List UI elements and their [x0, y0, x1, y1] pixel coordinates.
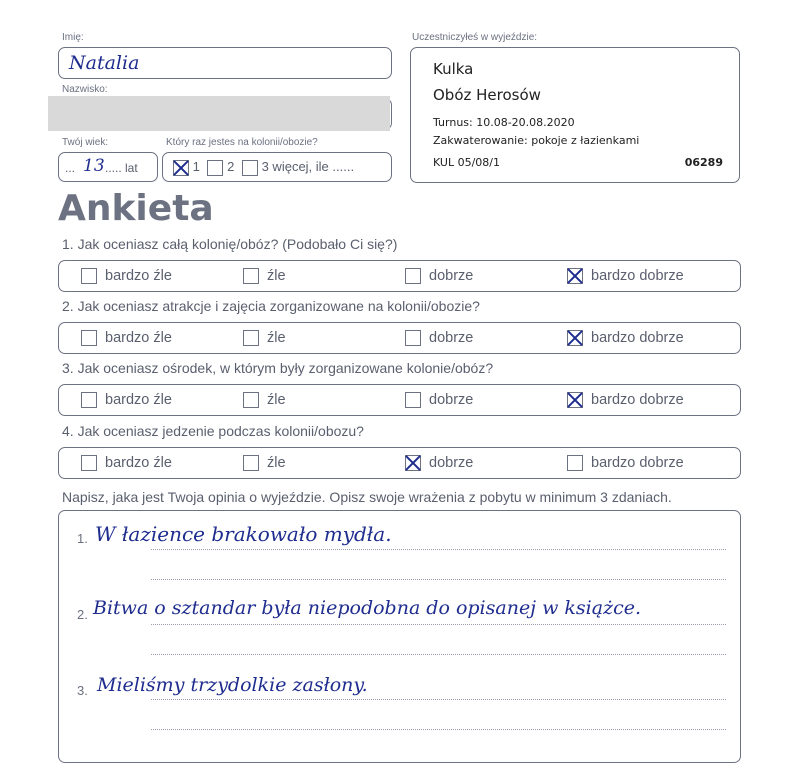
times-checkbox-2[interactable] [207, 160, 223, 176]
checkbox[interactable] [243, 268, 259, 284]
times-label: Który raz jestes na kolonii/obozie? [166, 137, 318, 148]
redaction-block [48, 96, 390, 131]
option-label: bardzo źle [105, 455, 172, 471]
opinion-number-1: 1. [77, 531, 88, 546]
trip-code: KUL 05/08/1 [433, 156, 500, 169]
times-field[interactable] [162, 152, 392, 182]
trip-line-2: Obóz Herosów [433, 86, 541, 104]
option-label: bardzo źle [105, 392, 172, 408]
dotted-line [151, 729, 726, 730]
checkbox[interactable] [405, 330, 421, 346]
question-3-option-3[interactable] [405, 392, 473, 408]
trip-box [410, 47, 740, 183]
name-field[interactable] [58, 47, 392, 79]
dotted-line [151, 654, 726, 655]
age-label: Twój wiek: [62, 137, 109, 148]
checkbox[interactable] [243, 330, 259, 346]
dotted-line [151, 549, 726, 550]
name-label: Imię: [62, 32, 84, 43]
question-title-4: 4. Jak oceniasz jedzenie podczas kolonii/obozu? [62, 423, 364, 439]
option-label: dobrze [429, 268, 474, 284]
age-value: 13 [83, 156, 105, 176]
checkbox[interactable] [567, 392, 583, 408]
option-label: źle [267, 330, 286, 346]
question-title-3: 3. Jak oceniasz ośrodek, w którym były zorganizowane kolonie/obóz? [62, 360, 494, 376]
checkbox[interactable] [81, 455, 97, 471]
dotted-line [151, 699, 726, 700]
question-3-option-2[interactable] [243, 392, 286, 408]
opinion-line-3: Mieliśmy trzydolkie zasłony. [97, 674, 368, 696]
age-dots: ... [65, 161, 76, 175]
question-1-option-1[interactable] [81, 268, 172, 284]
trip-zakwaterowanie: Zakwaterowanie: pokoje z łazienkami [433, 134, 640, 147]
times-checkbox-1[interactable] [173, 160, 189, 176]
option-label: źle [267, 455, 286, 471]
option-label: bardzo dobrze [591, 268, 684, 284]
question-title-1: 1. Jak oceniasz całą kolonię/obóz? (Podobało Ci się?) [62, 236, 398, 252]
trip-number: 06289 [684, 156, 723, 169]
times-opt-1: 1 [192, 159, 200, 174]
times-checkbox-3[interactable] [242, 160, 258, 176]
question-3-option-4[interactable] [567, 392, 684, 408]
opinion-number-3: 3. [77, 683, 88, 698]
question-2-option-1[interactable] [81, 330, 172, 346]
option-label: dobrze [429, 330, 474, 346]
name-value: Natalia [69, 52, 140, 74]
question-row-2 [58, 322, 741, 354]
opinion-line-2: Bitwa o sztandar była niepodobna do opisanej w książce. [93, 597, 642, 619]
checkbox[interactable] [81, 330, 97, 346]
question-4-option-1[interactable] [81, 455, 172, 471]
option-label: bardzo źle [105, 268, 172, 284]
question-4-option-2[interactable] [243, 455, 286, 471]
question-row-1 [58, 260, 741, 292]
option-label: bardzo dobrze [591, 455, 684, 471]
checkbox[interactable] [405, 392, 421, 408]
option-label: dobrze [429, 392, 474, 408]
opinion-prompt: Napisz, jaka jest Twoja opinia o wyjeździe. Opisz swoje wrażenia z pobytu w minimum 3 zdaniach. [62, 489, 672, 505]
times-opt-3: 3 więcej, ile ...... [261, 159, 355, 174]
age-field[interactable] [58, 152, 158, 182]
question-row-4 [58, 447, 741, 479]
surname-label: Nazwisko: [62, 84, 108, 95]
question-1-option-4[interactable] [567, 268, 684, 284]
question-3-option-1[interactable] [81, 392, 172, 408]
question-4-option-3[interactable] [405, 455, 473, 471]
question-4-option-4[interactable] [567, 455, 684, 471]
dotted-line [151, 624, 726, 625]
checkbox[interactable] [567, 455, 583, 471]
checkbox[interactable] [405, 268, 421, 284]
checkbox[interactable] [567, 330, 583, 346]
option-label: źle [267, 392, 286, 408]
trip-line-1: Kulka [433, 60, 474, 78]
question-2-option-4[interactable] [567, 330, 684, 346]
opinion-line-1: W łazience brakowało mydła. [95, 522, 392, 546]
checkbox[interactable] [81, 392, 97, 408]
option-label: bardzo dobrze [591, 330, 684, 346]
option-label: bardzo źle [105, 330, 172, 346]
checkbox[interactable] [243, 392, 259, 408]
question-2-option-2[interactable] [243, 330, 286, 346]
checkbox[interactable] [405, 455, 421, 471]
checkbox[interactable] [81, 268, 97, 284]
question-2-option-3[interactable] [405, 330, 473, 346]
age-suffix: ..... lat [105, 161, 138, 175]
question-1-option-2[interactable] [243, 268, 286, 284]
question-row-3 [58, 384, 741, 416]
option-label: bardzo dobrze [591, 392, 684, 408]
opinion-number-2: 2. [77, 607, 88, 622]
dotted-line [151, 579, 726, 580]
checkbox[interactable] [243, 455, 259, 471]
page-title: Ankieta [58, 188, 214, 229]
option-label: źle [267, 268, 286, 284]
checkbox[interactable] [567, 268, 583, 284]
trip-turnus: Turnus: 10.08-20.08.2020 [433, 116, 575, 129]
question-title-2: 2. Jak oceniasz atrakcje i zajęcia zorganizowane na kolonii/obozie? [62, 298, 480, 314]
opinion-box[interactable] [58, 510, 741, 763]
trip-label: Uczestniczyłeś w wyjeździe: [412, 32, 538, 43]
times-opt-2: 2 [227, 159, 235, 174]
option-label: dobrze [429, 455, 474, 471]
question-1-option-3[interactable] [405, 268, 473, 284]
